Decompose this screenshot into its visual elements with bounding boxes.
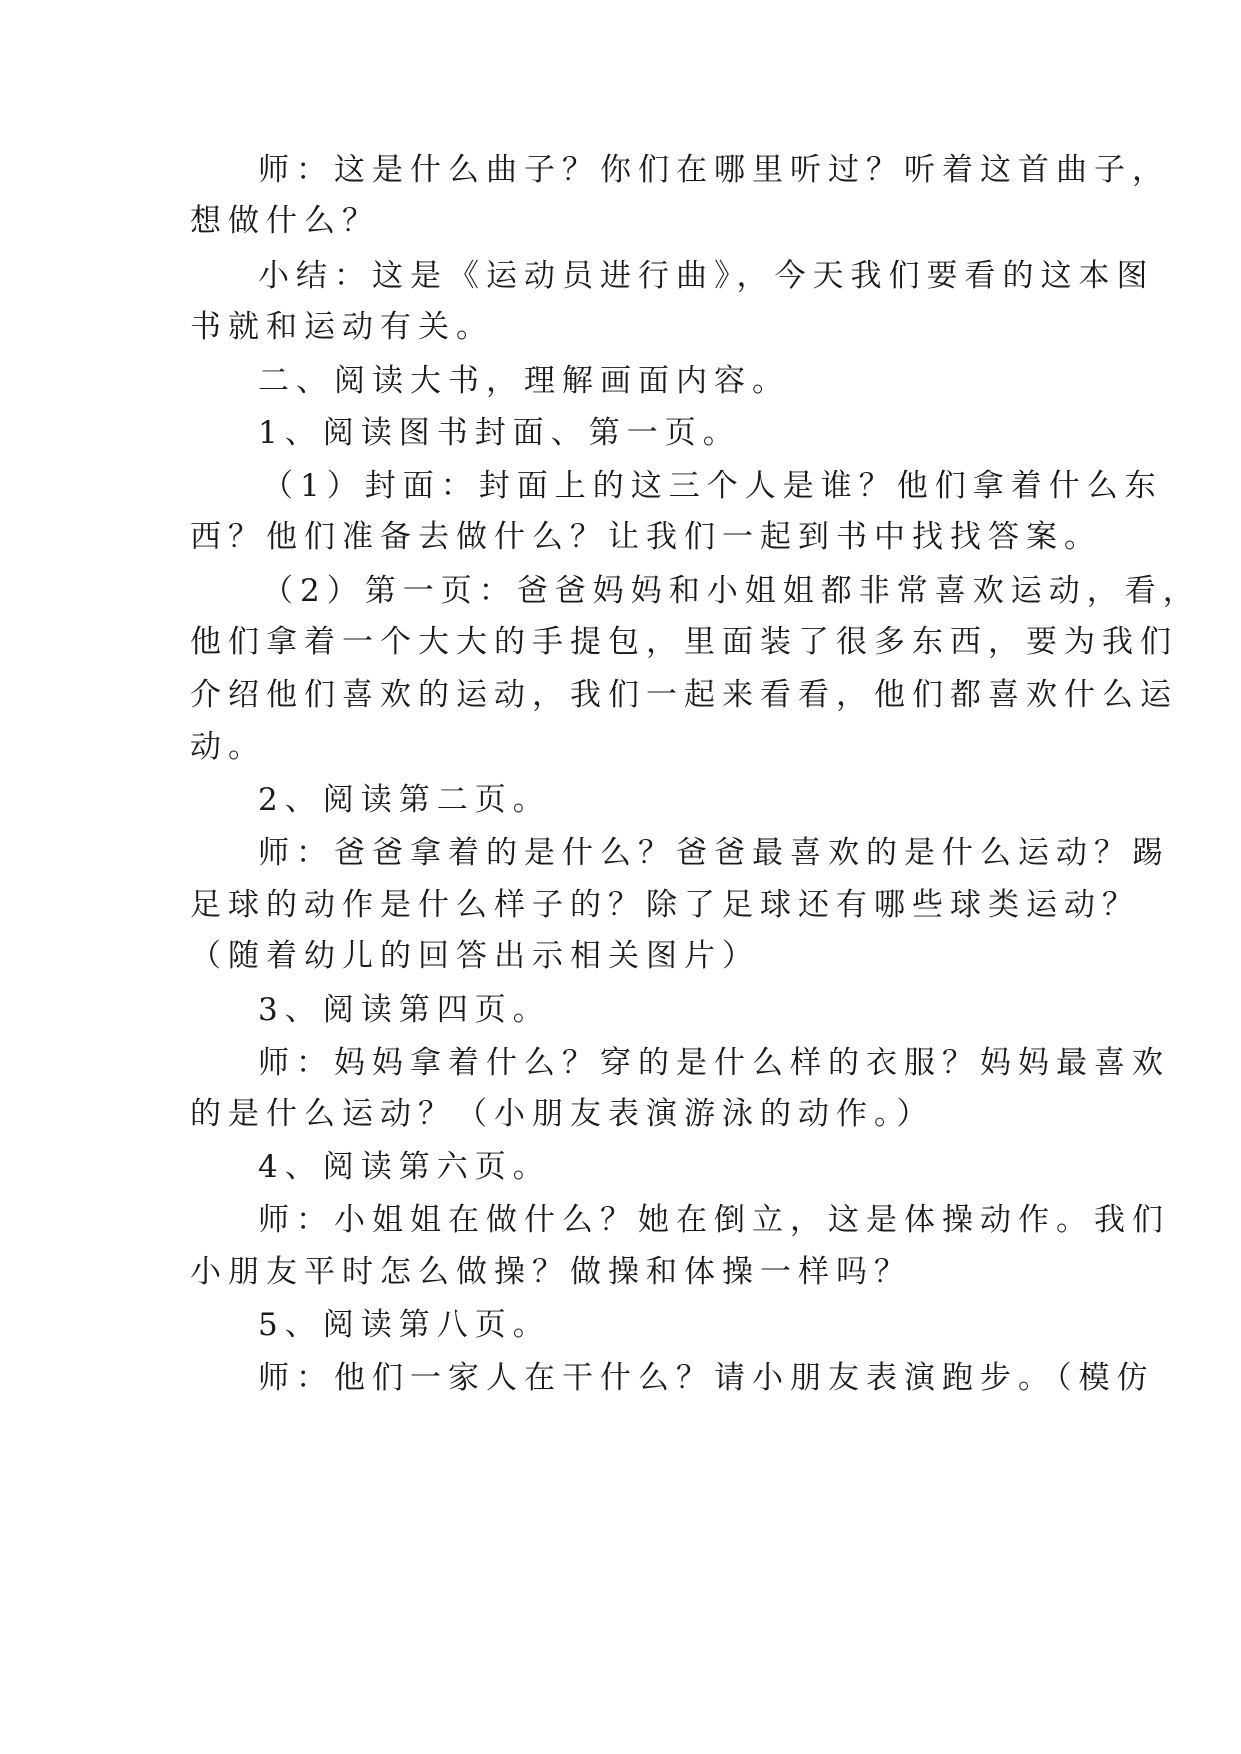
text-line: 的是什么运动？（小朋友表演游泳的动作。） (190, 1096, 935, 1132)
subsection-heading: 3、阅读第四页。 (258, 992, 551, 1028)
text-line: 介绍他们喜欢的运动，我们一起来看看，他们都喜欢什么运 (190, 677, 1178, 713)
text-line: 他们拿着一个大大的手提包，里面装了很多东西，要为我们 (190, 624, 1178, 660)
section-heading: 二、阅读大书，理解画面内容。 (258, 363, 790, 399)
subsection-heading: 4、阅读第六页。 (258, 1149, 551, 1185)
text-line: 师：小姐姐在做什么？她在倒立，这是体操动作。我们 (258, 1202, 1170, 1238)
text-line: 师：他们一家人在干什么？请小朋友表演跑步。（模仿 (258, 1360, 1155, 1396)
text-line: （随着幼儿的回答出示相关图片） (190, 938, 760, 974)
text-line: 动。 (190, 729, 266, 765)
text-line: 想做什么？ (190, 203, 380, 239)
text-line: 小结：这是《运动员进行曲》，今天我们要看的这本图 (258, 258, 1155, 294)
subsection-heading: 2、阅读第二页。 (258, 782, 551, 818)
text-line: 小朋友平时怎么做操？做操和体操一样吗？ (190, 1254, 912, 1290)
subsection-heading: 1、阅读图书封面、第一页。 (258, 415, 741, 451)
text-line: （2）第一页：爸爸妈妈和小姐姐都非常喜欢运动，看， (262, 573, 1201, 609)
text-line: （1）封面：封面上的这三个人是谁？他们拿着什么东 (262, 468, 1163, 504)
text-line: 师：妈妈拿着什么？穿的是什么样的衣服？妈妈最喜欢 (258, 1045, 1170, 1081)
text-line: 师：爸爸拿着的是什么？爸爸最喜欢的是什么运动？踢 (258, 835, 1170, 871)
text-line: 书就和运动有关。 (190, 309, 494, 345)
text-line: 西？他们准备去做什么？让我们一起到书中找找答案。 (190, 519, 1102, 555)
subsection-heading: 5、阅读第八页。 (258, 1307, 551, 1343)
text-line: 师：这是什么曲子？你们在哪里听过？听着这首曲子， (258, 152, 1170, 188)
text-line: 足球的动作是什么样子的？除了足球还有哪些球类运动？ (190, 887, 1140, 923)
